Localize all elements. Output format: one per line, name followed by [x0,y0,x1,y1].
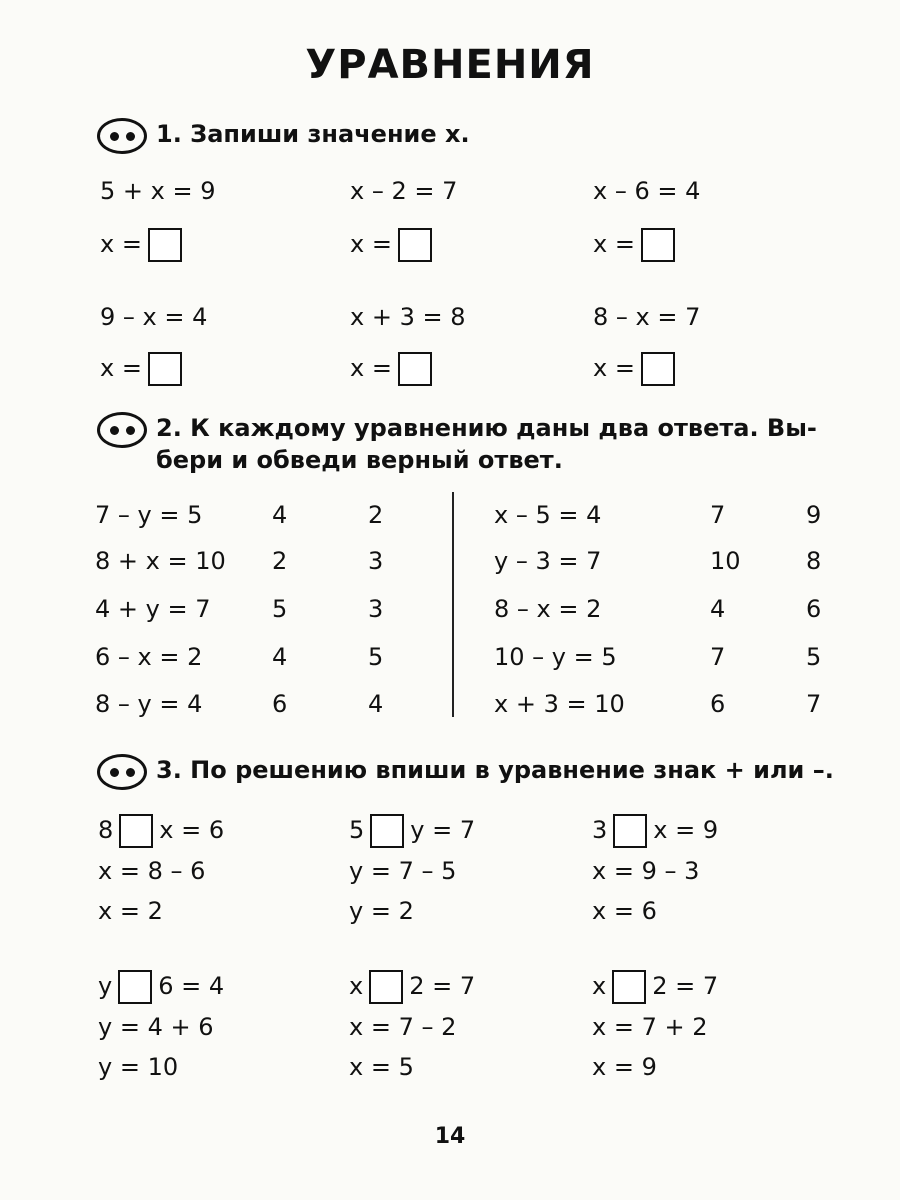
task2-option[interactable]: 3 [368,595,384,623]
task1-equation: 8 – x = 7 [593,303,701,331]
task2-equation: 8 + x = 10 [95,547,226,575]
task2-heading-line1: 2. К каждому уравнению даны два ответа. Вы- [156,414,817,442]
task2-option[interactable]: 4 [272,501,288,529]
task3-equation [98,970,224,1004]
task2-option[interactable]: 7 [710,501,726,529]
task1-answer [350,228,432,262]
equation-left: x [349,972,364,1000]
task3-result: x = 6 [592,897,657,925]
answer-box[interactable] [641,228,675,262]
task2-option[interactable]: 5 [806,643,822,671]
answer-box[interactable] [148,228,182,262]
task2-option[interactable]: 3 [368,547,384,575]
task1-equation: 9 – x = 4 [100,303,208,331]
task2-option[interactable]: 4 [272,643,288,671]
answer-label: x = [100,230,142,258]
task2-equation: 7 – y = 5 [95,501,203,529]
page-title: УРАВНЕНИЯ [305,42,595,88]
task3-equation [98,814,224,848]
equation-left: 3 [592,816,608,844]
answer-label: x = [593,354,635,382]
task3-result: x = 9 [592,1053,657,1081]
task3-step: x = 7 + 2 [592,1013,708,1041]
task2-option[interactable]: 10 [710,547,741,575]
equation-right: x = 6 [159,816,225,844]
task1-answer [100,228,182,262]
equation-right: 2 = 7 [652,972,719,1000]
task-difficulty-icon [97,118,147,154]
task2-equation: 8 – x = 2 [494,595,602,623]
equation-left: y [98,972,113,1000]
task3-result: x = 5 [349,1053,414,1081]
page-number: 14 [434,1124,466,1149]
equation-right: y = 7 [410,816,476,844]
equation-right: 6 = 4 [158,972,225,1000]
task3-step: y = 4 + 6 [98,1013,214,1041]
sign-box[interactable] [370,814,404,848]
task2-equation: 8 – y = 4 [95,690,203,718]
answer-box[interactable] [398,228,432,262]
task2-option[interactable]: 6 [272,690,288,718]
equation-left: x [592,972,607,1000]
task2-equation: 10 – y = 5 [494,643,617,671]
task2-equation: 4 + y = 7 [95,595,211,623]
answer-label: x = [350,230,392,258]
task1-answer [593,228,675,262]
task3-heading: 3. По решению впиши в уравнение знак + или –. [156,756,834,784]
task3-equation [349,970,475,1004]
answer-label: x = [100,354,142,382]
task1-answer [593,352,675,386]
task1-heading: 1. Запиши значение x. [156,120,470,148]
column-divider [452,492,454,717]
equation-right: 2 = 7 [409,972,476,1000]
task2-option[interactable]: 7 [710,643,726,671]
task1-answer [100,352,182,386]
task2-option[interactable]: 5 [272,595,288,623]
equation-left: 8 [98,816,114,844]
task2-option[interactable]: 8 [806,547,822,575]
task2-equation: x + 3 = 10 [494,690,625,718]
task3-step: x = 9 – 3 [592,857,700,885]
answer-label: x = [350,354,392,382]
sign-box[interactable] [369,970,403,1004]
task2-option[interactable]: 7 [806,690,822,718]
task1-equation: x – 6 = 4 [593,177,701,205]
task2-equation: x – 5 = 4 [494,501,602,529]
sign-box[interactable] [613,814,647,848]
answer-label: x = [593,230,635,258]
answer-box[interactable] [398,352,432,386]
task1-equation: 5 + x = 9 [100,177,216,205]
equation-left: 5 [349,816,365,844]
task3-equation [349,814,475,848]
answer-box[interactable] [148,352,182,386]
task2-equation: 6 – x = 2 [95,643,203,671]
task3-step: x = 8 – 6 [98,857,206,885]
task1-equation: x – 2 = 7 [350,177,458,205]
task2-option[interactable]: 6 [806,595,822,623]
task3-result: y = 10 [98,1053,179,1081]
task3-equation [592,970,718,1004]
task3-result: y = 2 [349,897,414,925]
task2-option[interactable]: 2 [272,547,288,575]
task3-equation [592,814,718,848]
task2-option[interactable]: 5 [368,643,384,671]
task2-option[interactable]: 2 [368,501,384,529]
task2-option[interactable]: 9 [806,501,822,529]
task2-equation: y – 3 = 7 [494,547,602,575]
task3-step: x = 7 – 2 [349,1013,457,1041]
task2-option[interactable]: 4 [710,595,726,623]
task-difficulty-icon [97,754,147,790]
task2-option[interactable]: 6 [710,690,726,718]
equation-right: x = 9 [653,816,719,844]
task1-answer [350,352,432,386]
task3-step: y = 7 – 5 [349,857,457,885]
sign-box[interactable] [118,970,152,1004]
answer-box[interactable] [641,352,675,386]
task3-result: x = 2 [98,897,163,925]
task-difficulty-icon [97,412,147,448]
task1-equation: x + 3 = 8 [350,303,466,331]
task2-heading-line2: бери и обведи верный ответ. [156,446,563,474]
task2-option[interactable]: 4 [368,690,384,718]
sign-box[interactable] [119,814,153,848]
sign-box[interactable] [612,970,646,1004]
